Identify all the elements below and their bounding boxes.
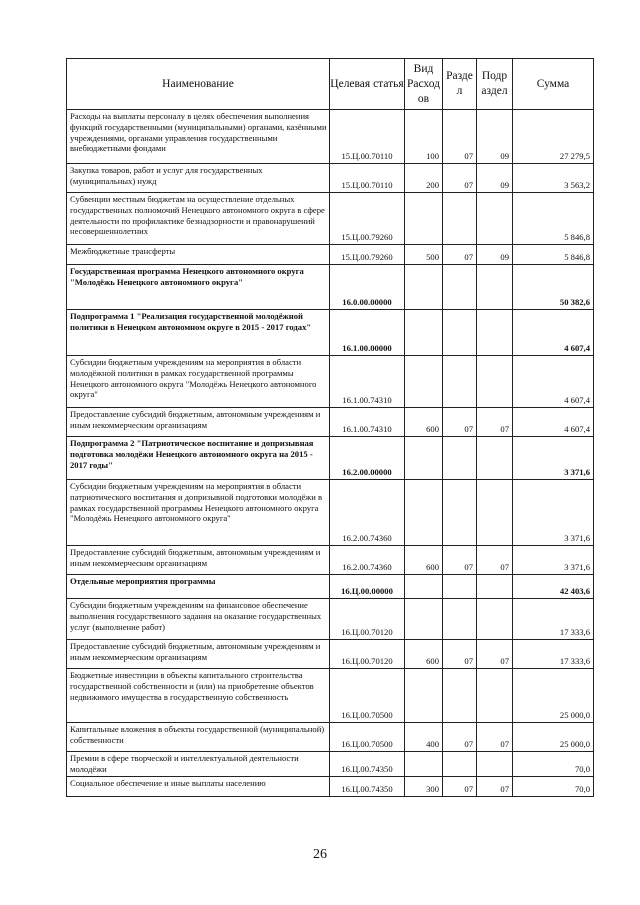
row-subsection: 09 (477, 164, 513, 193)
row-name: Премии в сфере творческой и интеллектуальной деятельности молодёжи (67, 752, 330, 777)
row-target: 16.2.00.74360 (330, 480, 405, 546)
table-body (67, 110, 594, 797)
row-expense-type (405, 437, 443, 480)
row-name: Субсидии бюджетным учреждениям на мероприятия в области молодёжной политики в рамках государственной программы Ненецкого автономного округа "Молодёжь Ненецкого автономного округа" (67, 356, 330, 408)
row-target: 15.Ц.00.70110 (330, 110, 405, 164)
row-subsection (477, 437, 513, 480)
row-amount: 42 403,6 (513, 575, 594, 599)
table-row (67, 110, 594, 164)
row-amount: 4 607,4 (513, 356, 594, 408)
row-target: 16.2.00.00000 (330, 437, 405, 480)
row-target: 15.Ц.00.70110 (330, 164, 405, 193)
row-target: 16.Ц.00.70500 (330, 669, 405, 723)
row-subsection: 07 (477, 640, 513, 669)
row-expense-type (405, 265, 443, 310)
table-row (67, 546, 594, 575)
row-expense-type (405, 599, 443, 640)
row-section (443, 310, 477, 356)
table-row (67, 193, 594, 245)
header-subsection: Подр аздел (477, 59, 513, 110)
row-name: Отдельные мероприятия программы (67, 575, 330, 599)
header-target: Целевая статья (330, 59, 405, 110)
row-name: Межбюджетные трансферты (67, 245, 330, 265)
table-row (67, 164, 594, 193)
row-name: Предоставление субсидий бюджетным, автономным учреждениям и иным некоммерческим организациям (67, 546, 330, 575)
row-expense-type (405, 669, 443, 723)
row-name: Государственная программа Ненецкого автономного округа "Молодёжь Ненецкого автономного округа" (67, 265, 330, 310)
row-section: 07 (443, 164, 477, 193)
row-target: 16.Ц.00.74350 (330, 752, 405, 777)
row-target: 16.Ц.00.74350 (330, 776, 405, 796)
row-section: 07 (443, 776, 477, 796)
row-expense-type (405, 480, 443, 546)
row-subsection: 09 (477, 110, 513, 164)
row-subsection (477, 669, 513, 723)
row-expense-type: 400 (405, 723, 443, 752)
row-name: Бюджетные инвестиции в объекты капитального строительства государственной собственности и (или) на приобретение объектов недвижимого имущества в государственную собственность (67, 669, 330, 723)
row-amount: 70,0 (513, 752, 594, 777)
row-subsection (477, 356, 513, 408)
row-expense-type (405, 193, 443, 245)
row-subsection (477, 575, 513, 599)
row-subsection: 07 (477, 546, 513, 575)
row-expense-type (405, 356, 443, 408)
row-amount: 5 846,8 (513, 245, 594, 265)
row-subsection: 09 (477, 245, 513, 265)
row-section (443, 265, 477, 310)
row-target: 15.Ц.00.79260 (330, 193, 405, 245)
table-row (67, 265, 594, 310)
row-subsection: 07 (477, 408, 513, 437)
row-target: 16.0.00.00000 (330, 265, 405, 310)
row-section (443, 437, 477, 480)
row-section: 07 (443, 110, 477, 164)
row-amount: 17 333,6 (513, 599, 594, 640)
table-row (67, 480, 594, 546)
row-amount: 25 000,0 (513, 669, 594, 723)
row-amount: 4 607,4 (513, 310, 594, 356)
row-target: 16.1.00.74310 (330, 408, 405, 437)
row-expense-type: 300 (405, 776, 443, 796)
row-subsection (477, 310, 513, 356)
row-amount: 3 371,6 (513, 437, 594, 480)
row-target: 16.Ц.00.70120 (330, 640, 405, 669)
row-section (443, 575, 477, 599)
row-name: Капитальные вложения в объекты государственной (муниципальной) собственности (67, 723, 330, 752)
row-name: Социальное обеспечение и иные выплаты населению (67, 776, 330, 796)
row-name: Расходы на выплаты персоналу в целях обеспечения выполнения функций государственными (муниципальными) органами, казёнными учреждениями, органами управления государственными внебюджетными фондами (67, 110, 330, 164)
row-target: 16.Ц.00.70120 (330, 599, 405, 640)
page-number: 26 (313, 847, 327, 862)
row-expense-type: 600 (405, 546, 443, 575)
row-expense-type: 600 (405, 640, 443, 669)
table-row (67, 437, 594, 480)
row-amount: 50 382,6 (513, 265, 594, 310)
header-expense-type: Вид Расход ов (405, 59, 443, 110)
row-subsection (477, 752, 513, 777)
row-target: 15.Ц.00.79260 (330, 245, 405, 265)
table-row (67, 669, 594, 723)
row-name: Предоставление субсидий бюджетным, автономным учреждениям и иным некоммерческим организациям (67, 408, 330, 437)
row-name: Субсидии бюджетным учреждениям на финансовое обеспечение выполнения государственного задания на оказание государственных услуг (выполнение работ) (67, 599, 330, 640)
table-row (67, 640, 594, 669)
row-amount: 5 846,8 (513, 193, 594, 245)
row-subsection: 07 (477, 776, 513, 796)
row-section (443, 193, 477, 245)
table-row (67, 245, 594, 265)
row-section: 07 (443, 408, 477, 437)
row-target: 16.1.00.74310 (330, 356, 405, 408)
row-section: 07 (443, 723, 477, 752)
row-amount: 4 607,4 (513, 408, 594, 437)
row-amount: 27 279,5 (513, 110, 594, 164)
row-expense-type: 500 (405, 245, 443, 265)
row-name: Закупка товаров, работ и услуг для государственных (муниципальных) нужд (67, 164, 330, 193)
row-target: 16.1.00.00000 (330, 310, 405, 356)
row-target: 16.Ц.00.00000 (330, 575, 405, 599)
row-amount: 70,0 (513, 776, 594, 796)
row-expense-type: 600 (405, 408, 443, 437)
table-row (67, 776, 594, 796)
row-section: 07 (443, 640, 477, 669)
row-subsection (477, 265, 513, 310)
header-amount: Сумма (513, 59, 594, 110)
row-name: Субвенции местным бюджетам на осуществление отдельных государственных полномочий Ненецкого автономного округа в сфере деятельности по профилактике безнадзорности и правонарушений несовершеннолетних (67, 193, 330, 245)
table-row (67, 356, 594, 408)
row-section (443, 752, 477, 777)
row-expense-type: 100 (405, 110, 443, 164)
row-section: 07 (443, 546, 477, 575)
row-amount: 17 333,6 (513, 640, 594, 669)
budget-table (66, 58, 594, 797)
table-row (67, 408, 594, 437)
row-name: Предоставление субсидий бюджетным, автономным учреждениям и иным некоммерческим организациям (67, 640, 330, 669)
row-subsection (477, 480, 513, 546)
table-row (67, 723, 594, 752)
row-name: Подпрограмма 2 "Патриотическое воспитание и допризывная подготовка молодёжи Ненецкого автономного округа на 2015 - 2017 годы" (67, 437, 330, 480)
table-row (67, 575, 594, 599)
row-subsection (477, 599, 513, 640)
row-section (443, 599, 477, 640)
table-header-row (67, 59, 594, 110)
header-section: Разде л (443, 59, 477, 110)
row-name: Субсидии бюджетным учреждениям на мероприятия в области патриотического воспитания и допризывной подготовки молодёжи в рамках государственной программы Ненецкого автономного округа "Молодёжь Ненецкого автономного округа" (67, 480, 330, 546)
row-amount: 25 000,0 (513, 723, 594, 752)
row-amount: 3 371,6 (513, 546, 594, 575)
row-section (443, 356, 477, 408)
row-expense-type (405, 310, 443, 356)
row-section: 07 (443, 245, 477, 265)
row-section (443, 669, 477, 723)
table-row (67, 599, 594, 640)
row-target: 16.2.00.74360 (330, 546, 405, 575)
table-row (67, 752, 594, 777)
row-expense-type (405, 752, 443, 777)
row-amount: 3 563,2 (513, 164, 594, 193)
table-row (67, 310, 594, 356)
row-expense-type: 200 (405, 164, 443, 193)
row-target: 16.Ц.00.70500 (330, 723, 405, 752)
header-name: Наименование (67, 59, 330, 110)
row-amount: 3 371,6 (513, 480, 594, 546)
row-subsection (477, 193, 513, 245)
row-expense-type (405, 575, 443, 599)
row-section (443, 480, 477, 546)
row-subsection: 07 (477, 723, 513, 752)
row-name: Подпрограмма 1 "Реализация государственной молодёжной политики в Ненецком автономном округе в 2015 - 2017 годах" (67, 310, 330, 356)
